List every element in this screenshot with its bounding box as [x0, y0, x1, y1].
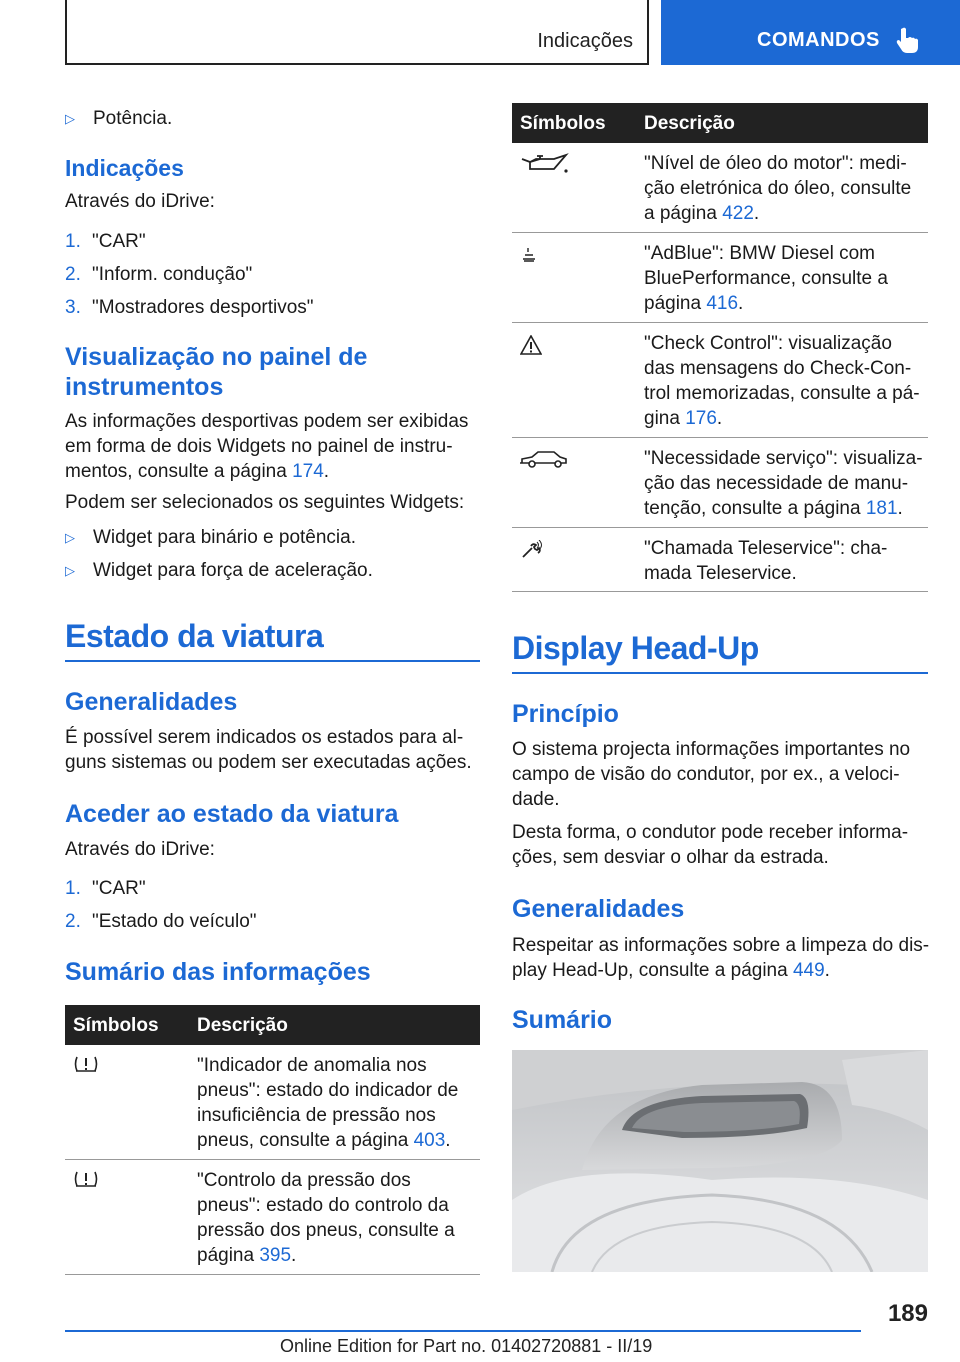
paragraph: É possível serem indicados os estados para al‐ guns sistemas ou podem ser executadas ações. — [65, 727, 472, 773]
page-link[interactable]: 416 — [706, 293, 739, 314]
wrench-call-icon — [520, 540, 544, 560]
heading-indicacoes: Indicações — [65, 155, 184, 181]
service-car-icon — [520, 450, 570, 468]
bullet-triangle-icon: ▷ — [65, 111, 75, 126]
heading-principio: Princípio — [512, 700, 619, 728]
page-link[interactable]: 449 — [792, 960, 825, 981]
heading-display-head-up: Display Head-Up — [512, 630, 759, 666]
heading-sumario: Sumário — [512, 1006, 613, 1034]
warning-triangle-icon — [520, 335, 542, 355]
table-row: "AdBlue": BMW Diesel com BluePerformance, consulte a página 416. — [512, 233, 928, 323]
paragraph: O sistema projecta informações importantes no campo de visão do condutor, por ex., a veloci‐ dade. — [512, 739, 911, 810]
header-section-title: Indicações — [537, 30, 633, 52]
oil-can-icon — [520, 153, 570, 175]
paragraph: As informações desportivas podem ser exibidas em forma de dois Widgets no painel de instru‐ mentos, consulte a página 174. — [65, 411, 469, 482]
bullet-triangle-icon: ▷ — [65, 530, 75, 545]
paragraph: Através do iDrive: — [65, 191, 215, 212]
header-chapter-title: COMANDOS — [757, 29, 880, 51]
bullet-triangle-icon: ▷ — [65, 563, 75, 578]
footer-edition: Online Edition for Part no. 01402720881 - II/19 — [280, 1336, 653, 1356]
page-link[interactable]: 395 — [259, 1245, 292, 1266]
table-header: Símbolos Descrição — [65, 1005, 480, 1045]
table-row: "Controlo da pressão dos pneus": estado do controlo da pressão dos pneus, consulte a página 395. — [65, 1160, 480, 1275]
footer-rule — [65, 1330, 861, 1332]
header-section-box — [65, 0, 649, 65]
table-row: "Nível de óleo do motor": medi‐ ção eletrónica do óleo, consulte a página 422. — [512, 143, 928, 233]
tire-pressure-warning-icon — [73, 1170, 99, 1190]
table-row: "Indicador de anomalia nos pneus": estado do indicador de insuficiência de pressão nos pneus, consulte a página 403. — [65, 1045, 480, 1160]
heading-generalidades: Generalidades — [65, 688, 238, 716]
page-number: 189 — [887, 1300, 928, 1327]
paragraph: Respeitar as informações sobre a limpeza do dis‐ play Head-Up, consulte a página 449. — [512, 935, 930, 981]
heading-rule — [512, 672, 928, 674]
page-link[interactable]: 176 — [685, 408, 717, 429]
heading-aceder: Aceder ao estado da viatura — [65, 800, 399, 828]
heading-estado-viatura: Estado da viatura — [65, 618, 324, 654]
paragraph: Através do iDrive: — [65, 839, 215, 860]
head-up-display-photo — [512, 1050, 928, 1272]
page-link[interactable]: 422 — [722, 203, 754, 224]
adblue-icon — [520, 247, 538, 263]
table-row: "Necessidade serviço": visualiza‐ ção das necessidade de manu‐ tenção, consulte a página 181. — [512, 438, 928, 528]
heading-sumario-informacoes: Sumário das informações — [65, 958, 371, 986]
heading-visualizacao: Visualização no painel de instrumentos — [65, 343, 368, 401]
header-chapter-tab[interactable] — [661, 0, 960, 65]
paragraph: Podem ser selecionados os seguintes Widgets: — [65, 492, 465, 513]
table-row: "Check Control": visualização das mensagens do Check-Con‐ trol memorizadas, consulte a pá‐ gina 176. — [512, 323, 928, 438]
heading-generalidades-hud: Generalidades — [512, 895, 685, 923]
pointing-hand-icon — [895, 26, 921, 54]
page-link[interactable]: 181 — [865, 498, 898, 519]
heading-rule — [65, 660, 480, 662]
tire-pressure-warning-icon — [73, 1055, 99, 1075]
table-header: Símbolos Descrição — [512, 103, 928, 143]
paragraph: Desta forma, o condutor pode receber informa‐ ções, sem desviar o olhar da estrada. — [512, 822, 909, 868]
table-row: "Chamada Teleservice": cha‐ mada Teleservice. — [512, 528, 928, 592]
page-link[interactable]: 174 — [292, 461, 324, 482]
page-link[interactable]: 403 — [413, 1130, 446, 1151]
